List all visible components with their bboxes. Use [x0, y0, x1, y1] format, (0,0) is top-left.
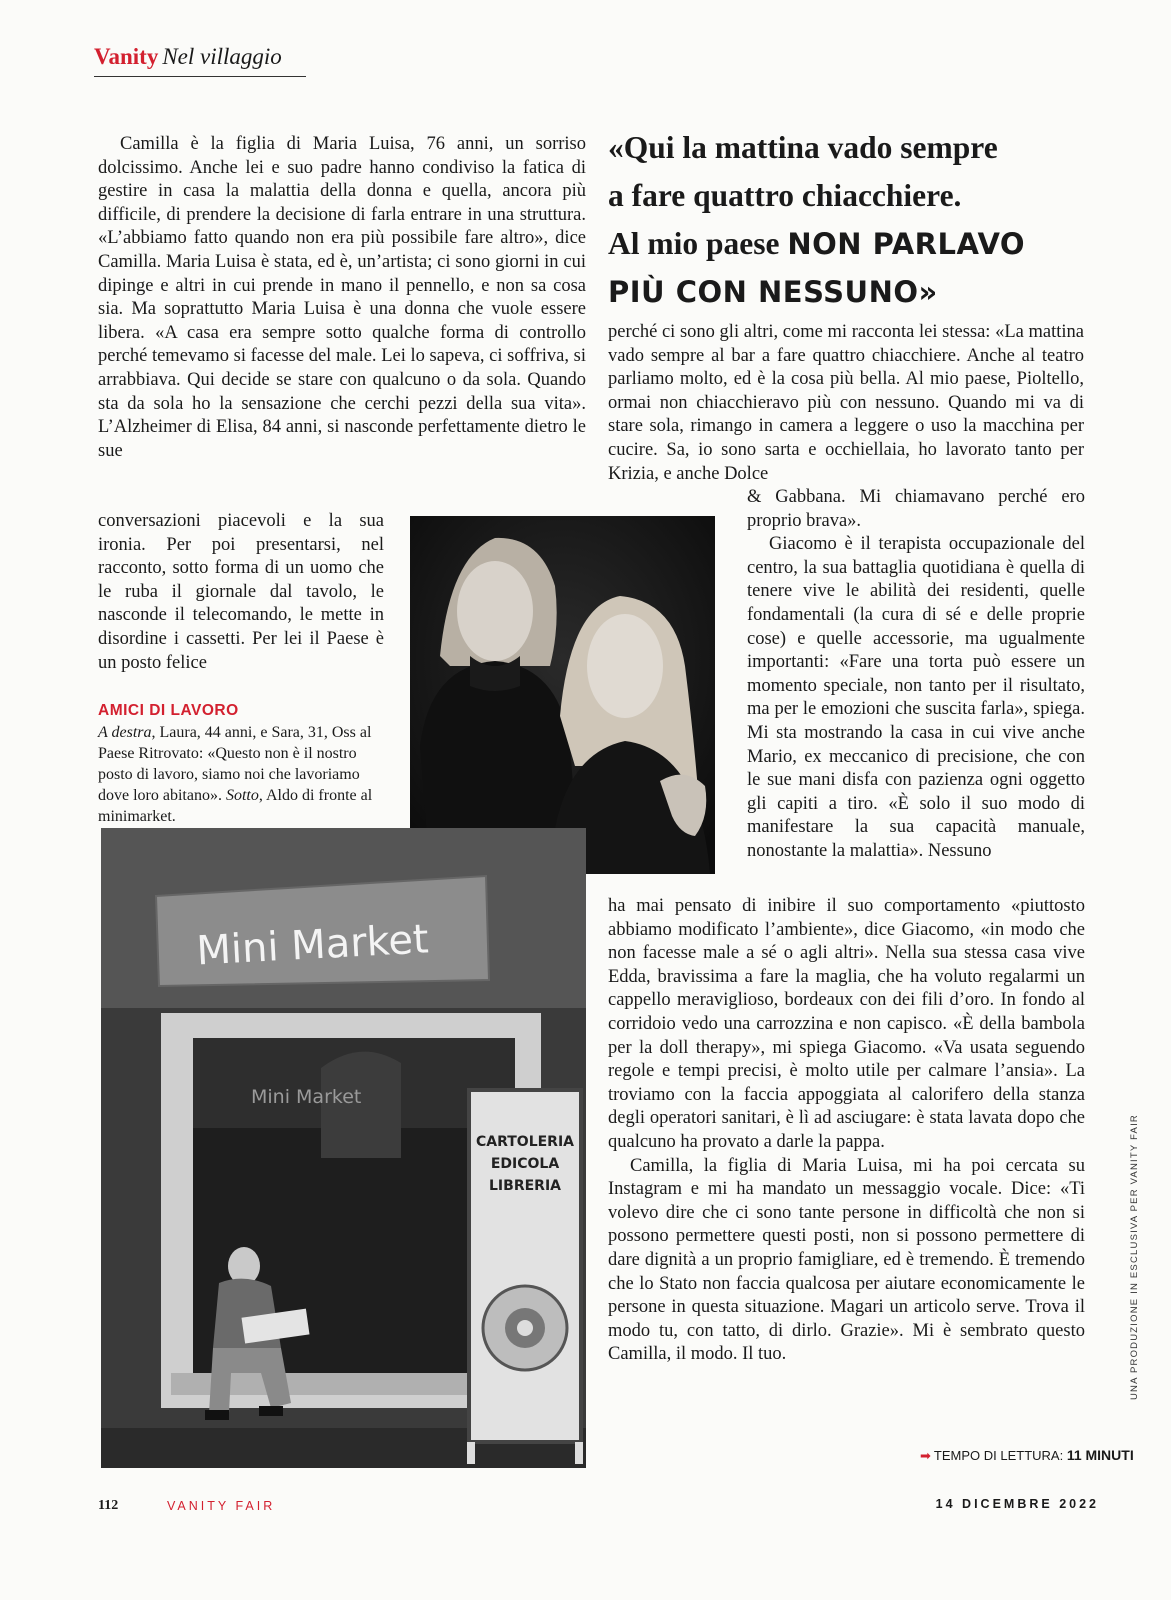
- reading-time-value: 11 MINUTI: [1066, 1447, 1134, 1463]
- board-line-2: EDICOLA: [490, 1156, 560, 1172]
- footer-date: 14 DICEMBRE 2022: [935, 1497, 1099, 1511]
- caption-lead-right: A destra: [98, 724, 152, 741]
- brand-label: Vanity: [94, 44, 159, 69]
- paragraph-edda: ha mai pensato di inibire il suo comportamento «piuttosto abbiamo modificato l’ambiente», dice Giacomo, «in modo che non facesse male a sé o agli altri». Nella sua stessa casa vive Edda, bravissima a fare la maglia, che ha voluto regalarmi un cappello meraviglioso, bordeaux con dei fili d’oro. In fondo al corridoio vedo una carrozzina e non capisco. «È della bambola per la doll therapy», mi spiega Giacomo. «Va usata seguendo regole e tempi precisi, è molto utile per calmare l’ansia». La troviamo con la faccia appoggiata al calorifero della stanza degli operatori sanitari, è lì ad asciugare: è stata lavata dopo che qualcuno ha provato a darle la pappa.: [608, 896, 1085, 1152]
- caption-title: AMICI DI LAVORO: [98, 702, 239, 719]
- paragraph-camilla: Camilla è la figlia di Maria Luisa, 76 anni, un sorriso dolcissimo. Anche lei e suo padre hanno condiviso la fatica di gestire in casa la malattia della donna e quella, ancora più difficile, di prendere la decisione di farla entrare in una struttura. «L’abbiamo fatto quando non era più possibile fare altro», dice Camilla. Maria Luisa è stata, ed è, un’artista; ci sono giorni in cui dipinge e altri in cui prende in mano il pennello, e non sa cosa sia. Ma soprattutto Maria Luisa è una donna che vuole essere libera. «A casa era sempre sotto qualche forma di controllo perché temevamo si facesse del male. Lei lo sapeva, ci soffriva, si arrabbiava. Qui decide se stare con qualcuno o da sola. Quando sta da sola ho la sensazione che cerchi pezzi della sua vita». L’Alzheimer di Elisa, 84 anni, si nasconde perfettamente dietro le sue: [98, 134, 586, 461]
- header-rule: [94, 76, 306, 77]
- caption-lead-below: Sotto: [225, 787, 259, 804]
- photo-caption: [98, 700, 388, 827]
- side-credit-text: UNA PRODUZIONE IN ESCLUSIVA PER VANITY FAIR: [1129, 1114, 1140, 1400]
- pull-quote: [608, 124, 1078, 316]
- portrait-photo: [410, 516, 715, 874]
- article-column-2-c: [608, 895, 1085, 1367]
- quote-line-4: PIÙ CON NESSUNO»: [608, 275, 938, 309]
- board-line-3: LIBRERIA: [489, 1178, 561, 1194]
- minimarket-sign: Mini Market: [195, 916, 430, 975]
- minimarket-illustration: [101, 828, 586, 1468]
- section-label: Nel villaggio: [162, 44, 282, 69]
- quote-line-3: Al mio paese NON PARLAVO: [608, 226, 1026, 261]
- portrait-illustration: [410, 516, 715, 874]
- arrow-right-icon: ➡: [920, 1448, 931, 1463]
- paragraph-elisa-end: & Gabbana. Mi chiamavano perché ero proprio brava».: [747, 487, 1085, 531]
- footer-magazine: VANITY FAIR: [167, 1499, 276, 1513]
- article-column-2-b: [747, 486, 1085, 864]
- caption-text-below: , Aldo di fronte al minimarket.: [98, 787, 373, 825]
- article-column-2-a: [608, 321, 1084, 486]
- paragraph-camilla-message: Camilla, la figlia di Maria Luisa, mi ha poi cercata su Instagram e mi ha mandato un messaggio vocale. Dice: «Ti volevo dire che ci sono tante persone in difficoltà che non si possono permettere questi posti, non si possono permettere di dare dignità a un proprio famigliare, ed è tremendo. È tremendo che lo Stato non faccia qualcosa per aiutare economicamente le persone in questa situazione. Magari un articolo serve. Trova il modo tu, con tatto, di dirlo. Grazie». Mi è sembrato questo Camilla, il modo. Il tuo.: [608, 1155, 1085, 1365]
- quote-line-1: «Qui la mattina vado sempre: [608, 130, 998, 165]
- reading-time: [920, 1447, 1134, 1464]
- board-line-1: CARTOLERIA: [475, 1134, 575, 1150]
- paragraph-elisa: conversazioni piacevoli e la sua ironia. Per poi presentarsi, nel racconto, sotto forma di un uomo che le ruba il giornale dal tavolo, le nasconde il telecomando, le mette in disordine i cassetti. Per lei il Paese è un posto felice: [98, 511, 384, 673]
- minimarket-photo: [101, 828, 586, 1468]
- caption-text-right: , Laura, 44 anni, e Sara, 31, Oss al Paese Ritrovato: «Questo non è il nostro posto di lavoro, siamo noi che lavoriamo dove loro abitano».: [98, 724, 372, 804]
- article-column-1-narrow: [98, 510, 384, 675]
- paragraph-giacomo: Giacomo è il terapista occupazionale del centro, la sua battaglia quotidiana è quella di tenere vive le abilità dei residenti, quelle fondamentali (la cura di sé e delle proprie cose) e quelle accessorie, ma ugualmente importanti: «Fare una torta può essere un momento speciale, non tanto per il risultato, ma per le emozioni che suscita farla», spiega. Mi sta mostrando la casa in cui vive anche Mario, ex meccanico di precisione, che con le sue mani disfa con pazienza ogni oggetto gli capiti a tiro. «È solo il suo modo di manifestare la sua capacità manuale, nonostante la malattia». Nessuno: [747, 534, 1085, 861]
- paragraph-elisa-quote: perché ci sono gli altri, come mi racconta lei stessa: «La mattina vado sempre al bar a fare quattro chiacchiere. Anche al teatro parliamo molto, ed è la cosa più bella. Al mio paese, Pioltello, ormai non chiacchieravo più con nessuno. Quando mi va di stare sola, rimango in camera a leggere o uso la macchina per cucire. Sa, io sono sarta e occhiellaia, ho lavorato tanto per Krizia, e anche Dolce: [608, 322, 1084, 484]
- caption-body: [98, 722, 388, 827]
- reading-time-label: TEMPO DI LETTURA:: [933, 1448, 1067, 1463]
- running-header: [94, 44, 282, 70]
- quote-line-2: a fare quattro chiacchiere.: [608, 178, 962, 213]
- window-sign: Mini Market: [251, 1086, 362, 1108]
- page-number: 112: [98, 1498, 119, 1513]
- article-column-1-top: [98, 133, 586, 463]
